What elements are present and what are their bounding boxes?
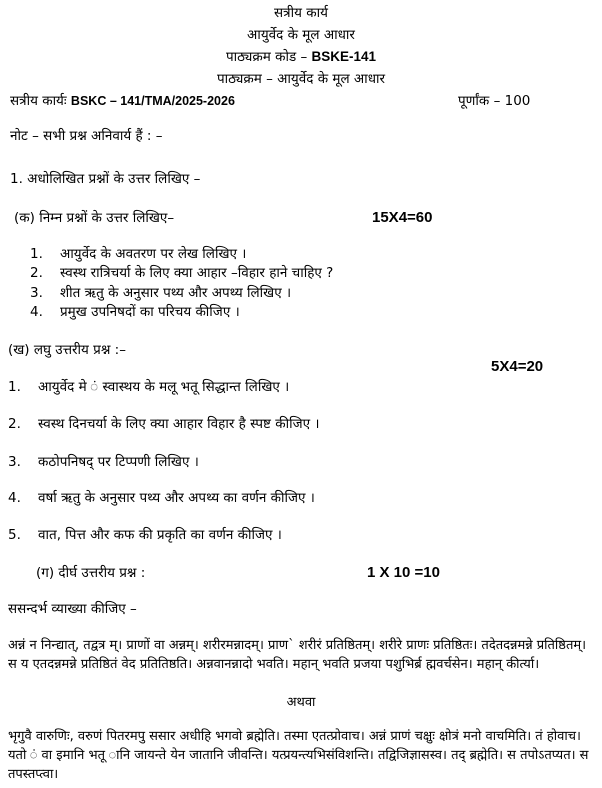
list-item: 4. वर्षा ऋतु के अनुसार पथ्य और अपथ्य का वर्णन कीजिए । [8, 490, 315, 506]
list-item: 3. शीत ऋतु के अनुसार पथ्य और अपथ्य लिखिए । [30, 285, 292, 301]
list-item: 4. प्रमुख उपनिषदों का परिचय कीजिए । [30, 304, 240, 320]
course-code: BSKE-141 [311, 49, 377, 64]
explain-title: ससन्दर्भ व्याख्या कीजिए – [8, 601, 137, 617]
course-code-label: पाठ्यक्रम कोड – [225, 49, 308, 65]
course-code-line [0, 48, 602, 66]
section-ka-marks: 15X4=60 [372, 209, 433, 226]
section-ga-title: (ग) दीर्घ उत्तरीय प्रश्न : [36, 565, 146, 581]
list-item: 2. स्वस्थ दिनचर्या के लिए क्या आहार विहार है स्पष्ट कीजिए । [8, 416, 320, 432]
assignment-line [10, 92, 235, 110]
assignment-code: BSKC – 141/TMA/2025-2026 [70, 94, 235, 108]
section-ga-marks: 1 X 10 =10 [367, 564, 440, 581]
header-course-title: पाठ्यक्रम – आयुर्वेद के मूल आधार [216, 71, 386, 87]
max-marks: पूर्णांक – 100 [458, 93, 531, 109]
or-separator: अथवा [286, 695, 316, 710]
section-kha-marks: 5X4=20 [491, 358, 544, 375]
list-item: 5. वात, पित्त और कफ की प्रकृति का वर्णन कीजिए । [8, 527, 282, 543]
passage-1: अन्नं न निन्द्यात्, तद्वत्र म्। प्राणों वा अन्नम्। शरीरमन्नादम्। प्राण` शरीरं प्रतिष्ठितम्। शरीरे प्राणः प्रतिष्ठितः। तदेतदन्नमन्ने प्रतिष्ठितम्। स य एतदन्नमन्ने प्रतिष्ठितं वेद प्रतितिष्ठति। अन्नवानन्नादो भवति। महान् भवति प्रजया पशुभिर्ब्र ह्मवर्चसेन। महान् कीर्त्या। [8, 638, 587, 672]
header-line1: सत्रीय कार्य [274, 5, 328, 21]
question-1-title: 1. अधोलिखित प्रश्नों के उत्तर लिखिए – [10, 171, 201, 187]
passage-2: भृगुवै वारुणिः, वरुणं पितरमपु ससार अधीहि भगवो ब्रह्मेति। तस्मा एतत्प्रोवाच। अन्नं प्राणं चक्षुः क्षोत्रं मनो वाचमिति। तं होवाच। यतो ं वा इमानि भतू ानि जायन्ते येन जातानि जीवन्ति। यत्प्रयन्त्यभिसंविशन्ति। तद्विजिज्ञासस्व। तद् ब्रह्मेति। स तपोऽतप्यत। स तपस्तप्त्वा। [8, 729, 589, 782]
assignment-label: सत्रीय कार्यः [10, 93, 67, 109]
list-item: 3. कठोपनिषद् पर टिप्पणी लिखिए । [8, 454, 199, 470]
list-item: 1. आयुर्वेद मे ं स्वास्थय के मलू भतू सिद्धान्त लिखिए । [8, 379, 290, 395]
section-ka-title: (क) निम्न प्रश्नों के उत्तर लिखिए– [14, 210, 175, 226]
list-item: 1. आयुर्वेद के अवतरण पर लेख लिखिए । [30, 246, 247, 262]
list-item: 2. स्वस्थ रात्रिचर्या के लिए क्या आहार –विहार हाने चाहिए ? [30, 265, 334, 281]
note: नोट – सभी प्रश्न अनिवार्य हैं : – [10, 128, 163, 144]
section-kha-title: (ख) लघु उत्तरीय प्रश्न :– [8, 342, 126, 358]
header-subject: आयुर्वेद के मूल आधार [247, 27, 355, 43]
